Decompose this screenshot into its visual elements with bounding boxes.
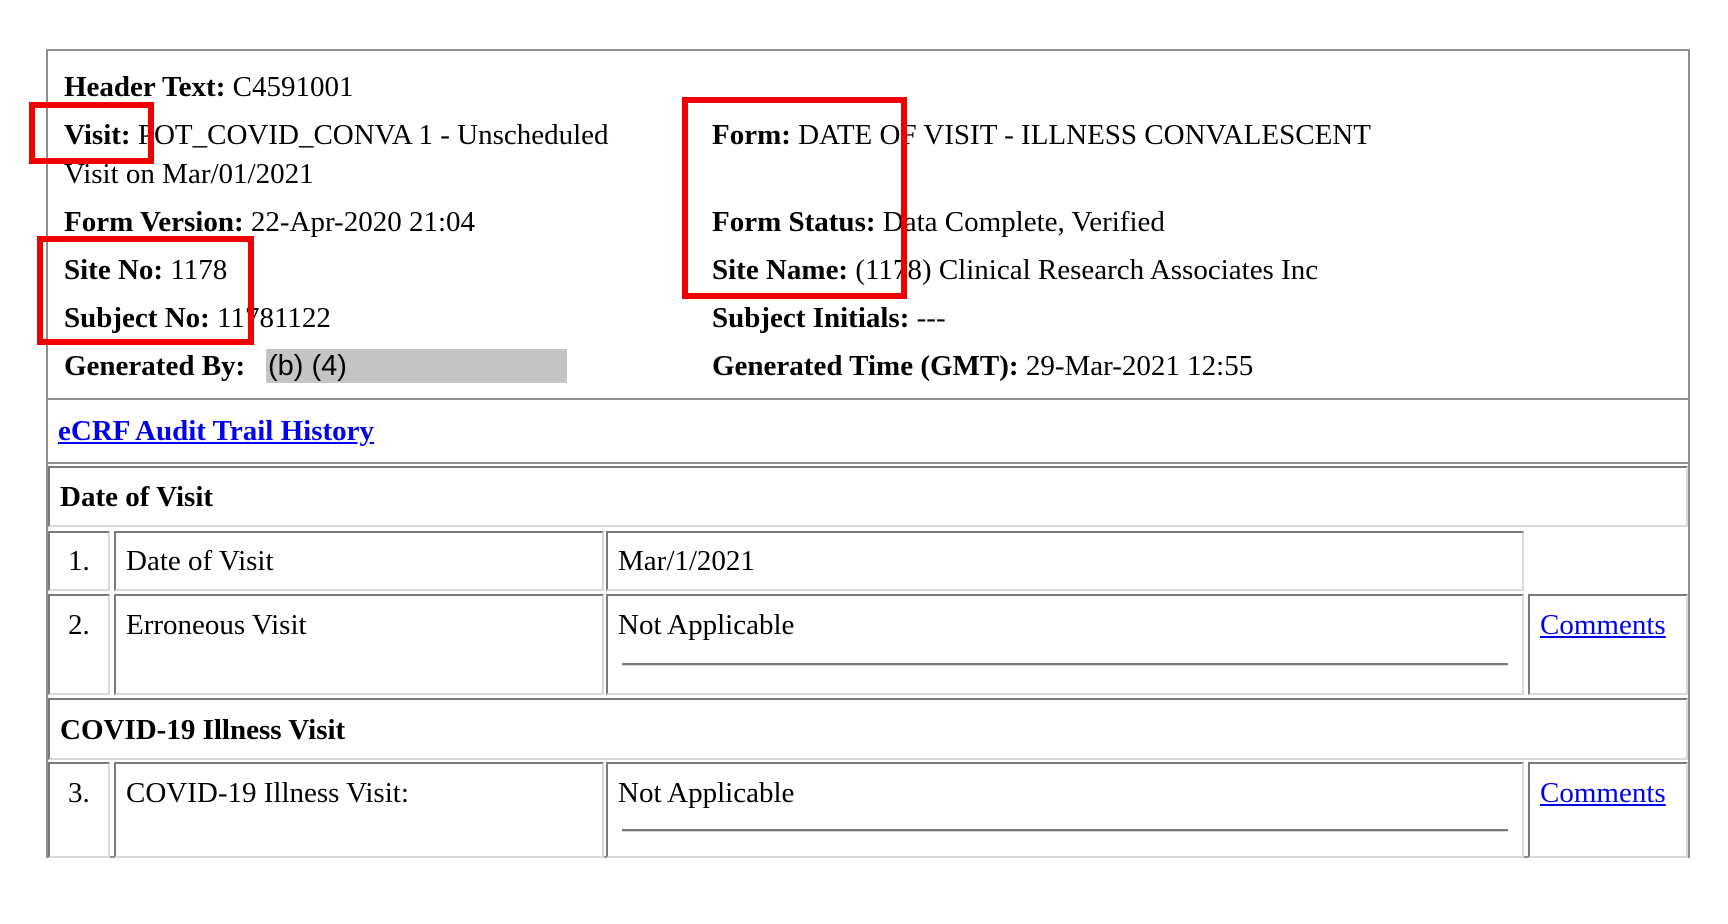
section-header-date-of-visit [48, 466, 1688, 527]
row-1-label: Date of Visit [126, 545, 274, 577]
generated-time-label: Generated Time (GMT): [712, 350, 1019, 382]
row-3-label: COVID-19 Illness Visit: [126, 777, 409, 809]
visit-label: Visit: [64, 119, 131, 151]
site-name-label: Site Name: [712, 254, 849, 286]
section-title-date-of-visit: Date of Visit [60, 481, 214, 513]
form-version-value: 22-Apr-2020 21:04 [250, 206, 476, 238]
visit-value: POT_COVID_CONVA 1 - Unscheduled [137, 119, 609, 151]
row-2-value: Not Applicable [618, 609, 795, 641]
redaction-code: (b) (4) [268, 350, 347, 382]
row-3-value-rule [622, 829, 1508, 832]
visit-value-continued: Visit on Mar/01/2021 [64, 158, 314, 190]
audit-divider [46, 462, 1690, 464]
site-no-value: 1178 [170, 254, 228, 286]
form-status-value: Data Complete, Verified [882, 206, 1165, 238]
subject-no-label: Subject No: [64, 302, 210, 334]
header-text-line [64, 68, 353, 106]
row-1-number: 1. [68, 545, 90, 577]
site-no-label: Site No: [64, 254, 164, 286]
generated-by-line [64, 347, 245, 385]
subject-initials-value: --- [916, 302, 946, 334]
annotation-box-visit [29, 102, 154, 164]
annotation-box-form [682, 97, 907, 299]
generated-by-label: Generated By: [64, 350, 246, 382]
row-1-value: Mar/1/2021 [618, 545, 755, 577]
generated-time-line [712, 347, 1253, 385]
form-status-label: Form Status: [712, 206, 876, 238]
row-3-value: Not Applicable [618, 777, 795, 809]
subject-initials-line [712, 299, 946, 337]
section-title-covid-illness-visit: COVID-19 Illness Visit [60, 714, 346, 746]
header-text-label: Header Text: [64, 71, 226, 103]
generated-time-value: 29-Mar-2021 12:55 [1025, 350, 1254, 382]
subject-no-value: 11781122 [217, 302, 331, 334]
annotation-box-site-subject [37, 236, 254, 345]
form-label: Form: [712, 119, 791, 151]
row-2-value-rule [622, 663, 1508, 666]
audit-trail-link[interactable]: eCRF Audit Trail History [58, 415, 375, 447]
row-3-number: 3. [68, 777, 90, 809]
subject-initials-label: Subject Initials: [712, 302, 910, 334]
row-3-comments-link[interactable]: Comments [1540, 777, 1666, 809]
form-version-label: Form Version: [64, 206, 244, 238]
row-2-label: Erroneous Visit [126, 609, 307, 641]
header-text-value: C4591001 [232, 71, 354, 103]
row-2-comments-link[interactable]: Comments [1540, 609, 1666, 641]
site-name-value: (1178) Clinical Research Associates Inc [855, 254, 1319, 286]
form-value: DATE OF VISIT - ILLNESS CONVALESCENT [798, 119, 1371, 151]
row-2-number: 2. [68, 609, 90, 641]
